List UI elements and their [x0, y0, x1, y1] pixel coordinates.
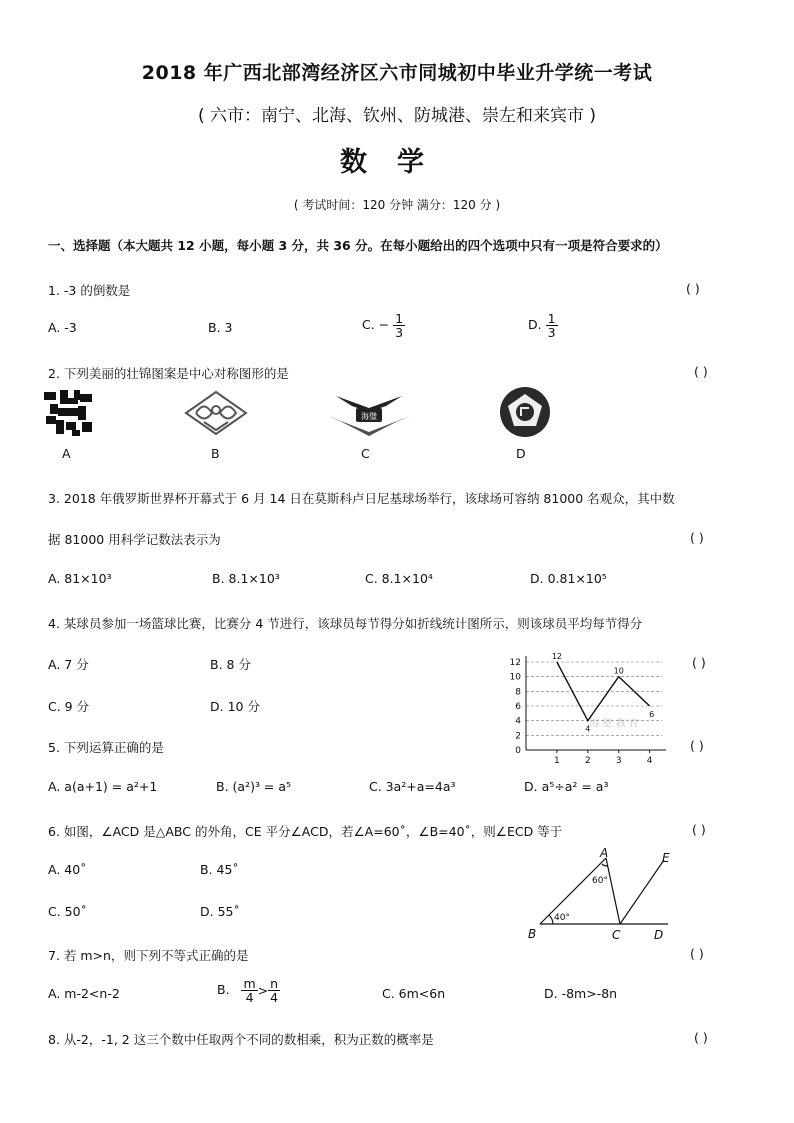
answer-paren-3: ( ) [690, 530, 704, 545]
q3-option-c: C. 8.1×10⁴ [365, 571, 433, 586]
question-6-stem: 6. 如图，∠ACD 是△ABC 的外角，CE 平分∠ACD，若∠A=60˚，∠B=40˚，则∠ECD 等于 [48, 824, 563, 839]
question-3-stem-line1: 3. 2018 年俄罗斯世界杯开幕式于 6 月 14 日在莫斯科卢日尼基球场举行，该球场可容纳 81000 名观众，其中数 [48, 491, 675, 506]
q4-option-d: D. 10 分 [210, 699, 260, 714]
q1-d-denominator: 3 [547, 325, 556, 341]
y-tick-label: 8 [515, 687, 521, 698]
question-2-stem: 2. 下列美丽的壮锦图案是中心对称图形的是 [48, 366, 289, 381]
q3-option-a: A. 81×10³ [48, 571, 112, 586]
question-4-stem: 4. 某球员参加一场篮球比赛，比赛分 4 节进行，该球员每节得分如折线统计图所示，则该球员平均每节得分 [48, 616, 643, 631]
q1-option-c-prefix: C. − [362, 317, 390, 333]
x-tick-label: 3 [615, 756, 622, 766]
q7-option-b [217, 977, 280, 1004]
q1-option-b: B. 3 [208, 320, 233, 335]
q2-option-c: C [361, 446, 370, 461]
x-tick-label: 2 [584, 756, 591, 766]
q3-option-d: D. 0.81×10⁵ [530, 571, 607, 586]
q7-option-d: D. -8m>-8n [544, 986, 618, 1001]
y-tick-label: 4 [515, 716, 521, 727]
question-7-stem: 7. 若 m>n，则下列不等式正确的是 [48, 948, 249, 963]
q4-option-c: C. 9 分 [48, 699, 90, 714]
question-3-stem-line2: 据 81000 用科学记数法表示为 [48, 532, 221, 547]
data-label: 4 [585, 724, 591, 734]
q7-b-num1: m [243, 976, 256, 991]
paper-title: 2018 年广西北部湾经济区六市同城初中毕业升学统一考试 [141, 62, 653, 84]
pattern-d-image [499, 386, 551, 438]
q5-option-b: B. (a²)³ = a⁵ [216, 779, 292, 794]
q1-c-numerator: 1 [395, 311, 404, 326]
segment-ab [540, 858, 606, 924]
q2-option-a: A [62, 446, 71, 461]
label-b: B [528, 927, 537, 941]
answer-paren-7: ( ) [690, 946, 704, 961]
angle-b-arc [549, 915, 553, 924]
q2-option-d: D [516, 446, 526, 461]
pattern-c-image [326, 388, 412, 440]
answer-paren-8: ( ) [694, 1030, 708, 1045]
answer-paren-5: ( ) [690, 738, 704, 753]
pattern-c-text: 海璧 [361, 412, 377, 421]
chart-watermark: 海 璧 教 育 [589, 718, 639, 730]
q4-option-b: B. 8 分 [210, 657, 251, 672]
q6-option-d: D. 55˚ [200, 904, 240, 919]
label-c: C [612, 928, 621, 942]
q5-option-c: C. 3a²+a=4a³ [369, 779, 456, 794]
answer-paren-2: ( ) [694, 364, 708, 379]
pattern-b-image [184, 388, 248, 438]
q6-option-a: A. 40˚ [48, 862, 87, 877]
data-label: 6 [649, 710, 655, 719]
y-tick-label: 12 [509, 658, 521, 668]
q3-option-b: B. 8.1×10³ [212, 571, 280, 586]
y-tick-label: 10 [509, 672, 521, 683]
ray-ce [620, 860, 664, 924]
q1-option-d [528, 312, 558, 339]
segment-ac [606, 858, 620, 924]
q7-b-den2: 4 [270, 990, 279, 1006]
triangle-figure [522, 846, 678, 944]
data-label: 12 [551, 652, 563, 661]
q4-option-a: A. 7 分 [48, 657, 89, 672]
section-heading: 一、选择题（本大题共 12 小题，每小题 3 分，共 36 分。在每小题给出的四个选项中只有一项是符合要求的） [48, 238, 668, 253]
q2-option-b: B [211, 446, 220, 461]
question-1-stem: 1. -3 的倒数是 [48, 283, 131, 298]
label-d: D [654, 928, 664, 942]
q7-b-num2: n [268, 977, 280, 991]
q6-option-b: B. 45˚ [200, 862, 239, 877]
subject-title: 数学 [340, 147, 454, 178]
paper-subtitle: ( 六市：南宁、北海、钦州、防城港、崇左和来宾市 ) [197, 106, 597, 126]
answer-paren-4: ( ) [692, 655, 706, 670]
q6-option-c: C. 50˚ [48, 904, 87, 919]
q1-option-d-prefix: D. [528, 317, 542, 333]
q1-c-denominator: 3 [395, 325, 404, 341]
q7-b-den1: 4 [245, 990, 254, 1006]
pattern-a-image [42, 388, 96, 438]
q7-option-a: A. m-2<n-2 [48, 986, 120, 1001]
score-line-chart [500, 650, 670, 768]
y-tick-label: 6 [515, 702, 521, 712]
q7-b-operator: > [257, 983, 269, 999]
y-tick-label: 0 [515, 746, 521, 756]
q1-option-c [362, 312, 405, 339]
q1-d-numerator: 1 [547, 311, 556, 326]
answer-paren-6: ( ) [692, 822, 706, 837]
x-tick-label: 4 [646, 756, 653, 766]
data-label: 10 [613, 666, 624, 676]
q7-option-c: C. 6m<6n [382, 986, 446, 1001]
question-5-stem: 5. 下列运算正确的是 [48, 740, 164, 755]
label-e: E [662, 851, 670, 865]
exam-info: ( 考试时间：120 分钟 满分：120 分 ) [293, 198, 501, 212]
label-a: A [600, 846, 609, 860]
angle-b-label: 40° [554, 913, 570, 923]
x-tick-label: 1 [554, 756, 560, 766]
answer-paren-1: ( ) [686, 281, 700, 296]
question-8-stem: 8. 从-2，-1, 2 这三个数中任取两个不同的数相乘，积为正数的概率是 [48, 1032, 434, 1047]
angle-a-label: 60° [592, 876, 608, 886]
q5-option-d: D. a⁵÷a² = a³ [524, 779, 609, 794]
q1-option-a: A. -3 [48, 320, 77, 335]
q5-option-a: A. a(a+1) = a²+1 [48, 779, 158, 794]
y-tick-label: 2 [515, 731, 521, 742]
q7-option-b-prefix: B. [217, 982, 230, 998]
